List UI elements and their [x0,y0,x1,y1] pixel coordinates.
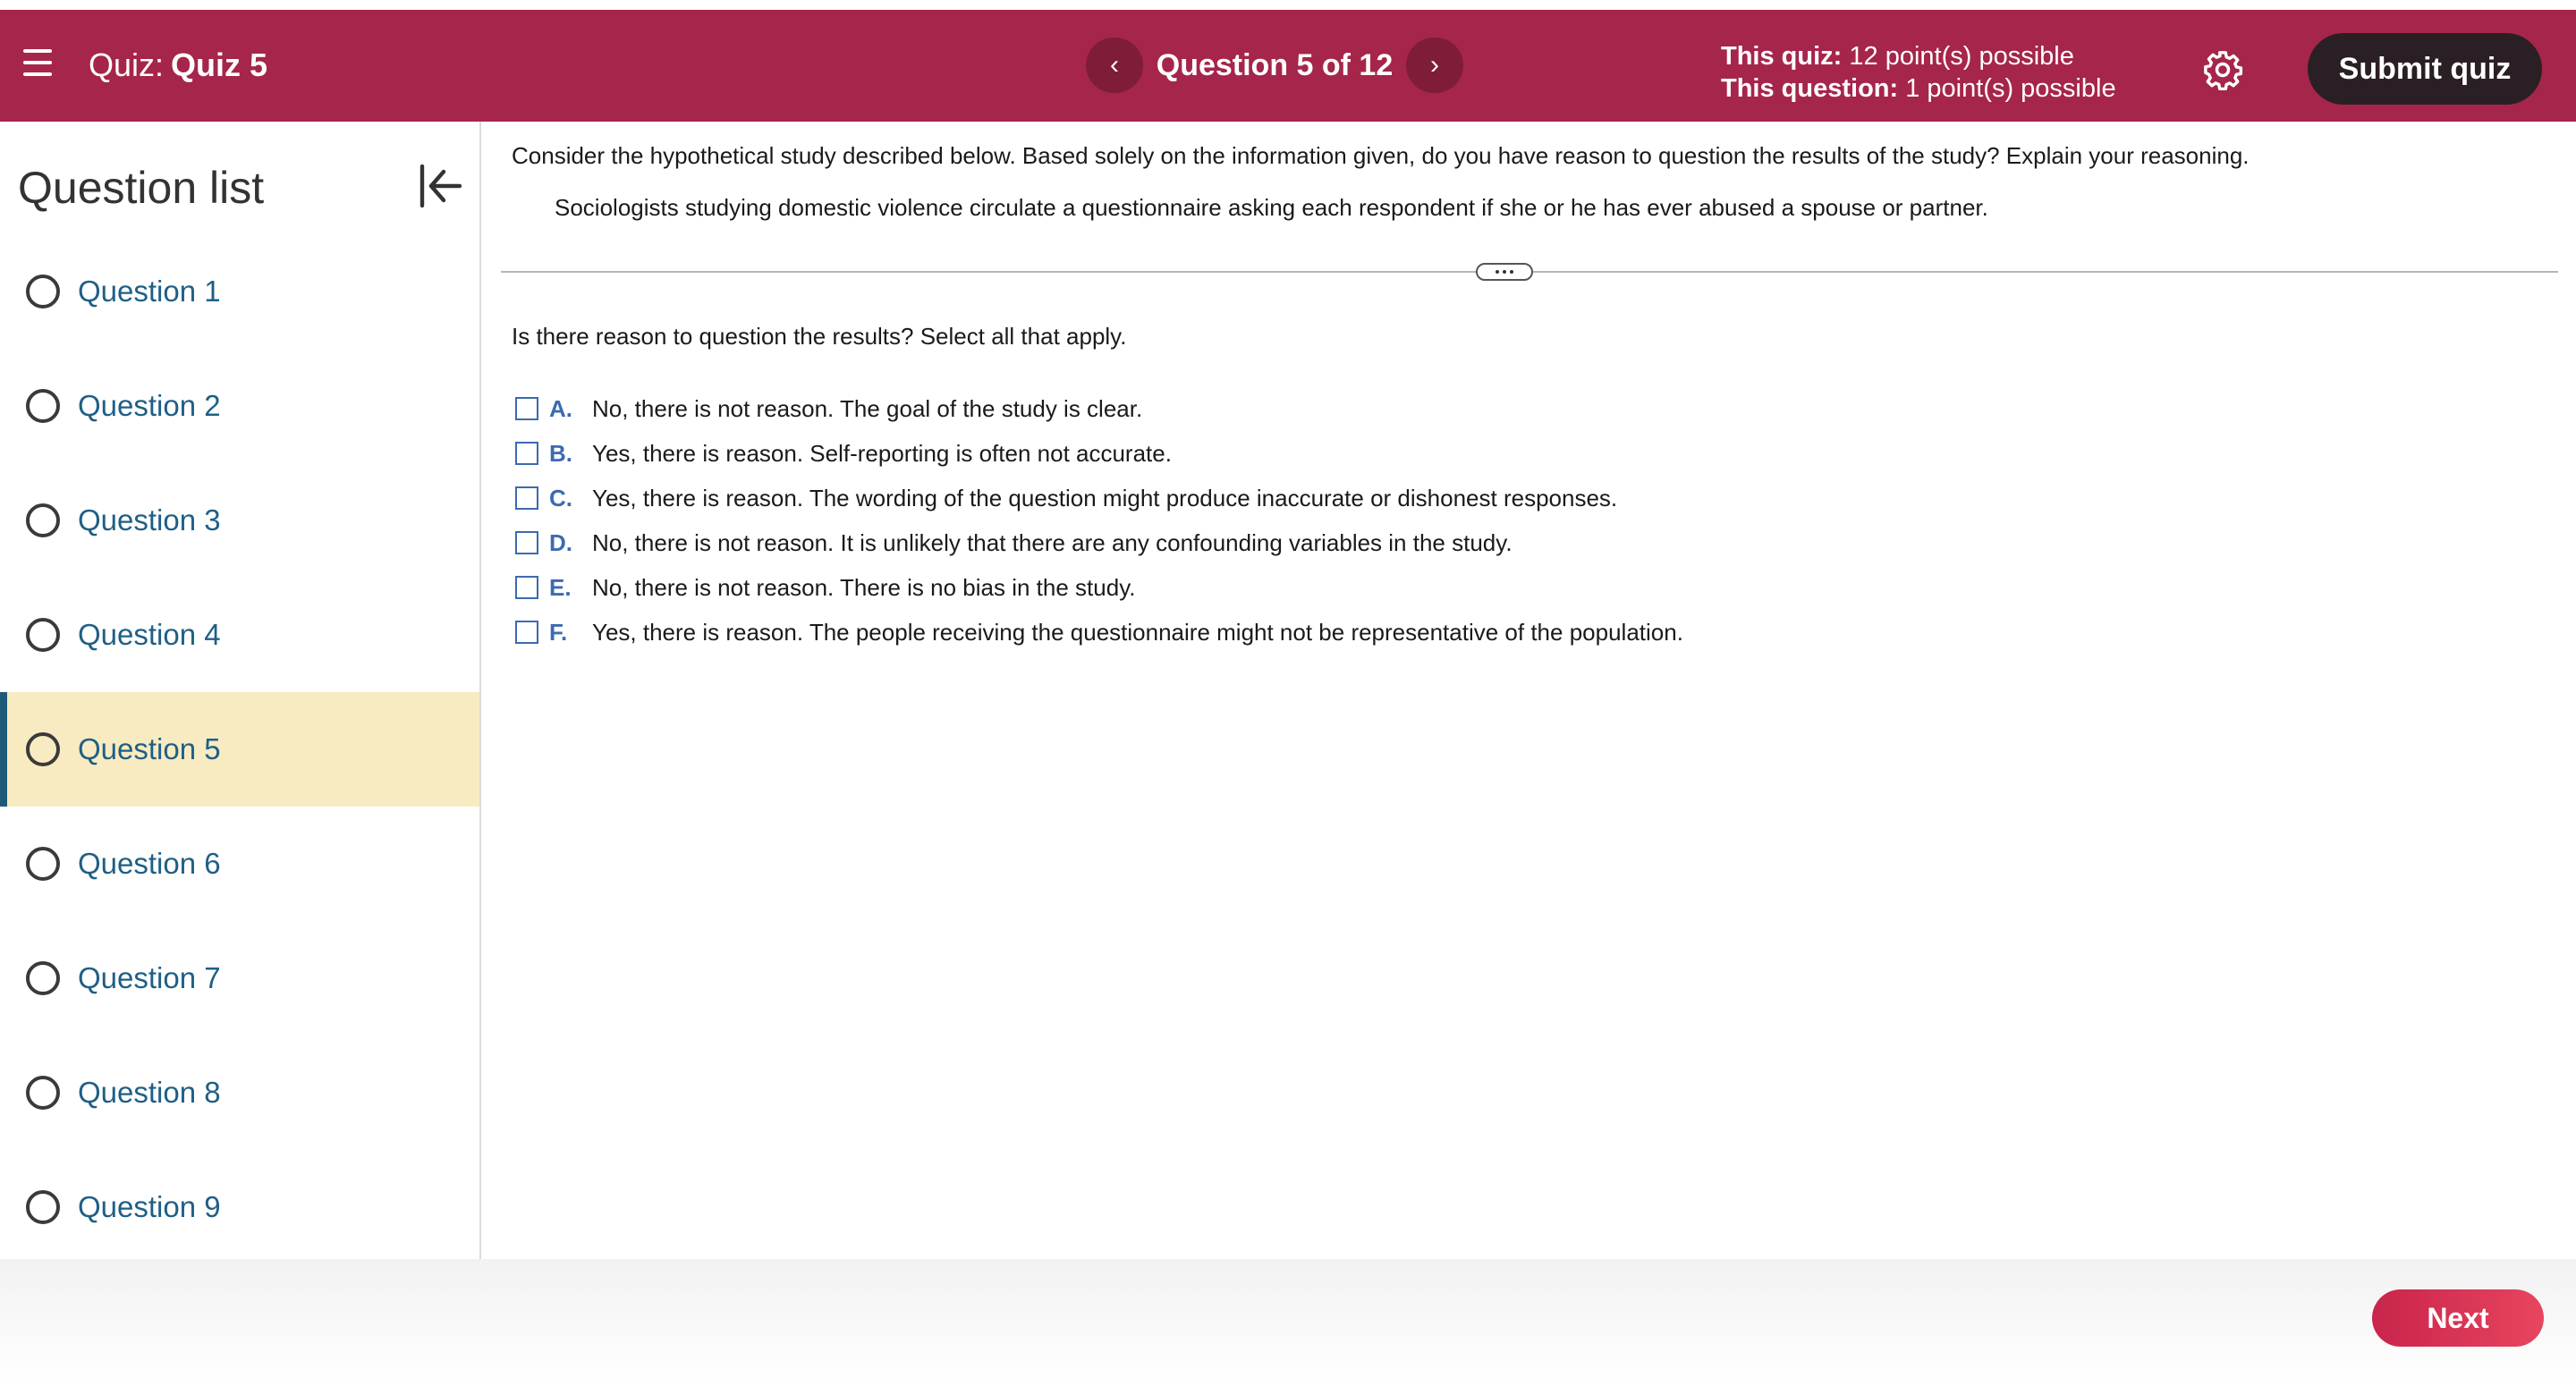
question-list-label: Question 3 [78,503,221,537]
option-letter: E. [549,573,572,601]
question-list-sidebar [0,122,481,1259]
question-counter: Question 5 of 12 [1156,48,1394,82]
next-question-button[interactable] [1406,38,1463,93]
next-button[interactable]: Next [2372,1289,2544,1347]
answer-option-e[interactable] [515,565,1683,610]
question-list-label: Question 1 [78,275,221,308]
option-text: No, there is not reason. It is unlikely that there are any confounding variables in the study. [592,528,1513,556]
question-list-label: Question 5 [78,732,221,765]
option-letter: C. [549,484,572,511]
option-letter: D. [549,528,572,556]
checkbox[interactable] [515,486,538,510]
answer-options [515,386,1683,655]
unanswered-circle-icon [26,1076,60,1110]
question-list [0,234,479,1264]
option-text: No, there is not reason. The goal of the study is clear. [592,394,1143,422]
question-list-label: Question 7 [78,961,221,994]
points-info [1721,40,2116,105]
unanswered-circle-icon [26,275,60,308]
gear-icon[interactable] [2202,49,2243,90]
option-text: Yes, there is reason. The people receiving the questionnaire might not be representative of the population. [592,618,1683,646]
quiz-points [1721,40,2116,72]
checkbox[interactable] [515,531,538,554]
question-list-label: Question 8 [78,1076,221,1109]
quiz-name: Quiz 5 [171,46,268,83]
question-list-label: Question 4 [78,618,221,651]
question-list-item-6[interactable] [0,807,479,921]
option-letter: B. [549,439,572,467]
question-points [1721,72,2116,105]
option-text: Yes, there is reason. Self-reporting is often not accurate. [592,439,1172,467]
quiz-title-prefix: Quiz: [89,46,165,83]
question-list-item-3[interactable] [0,463,479,578]
answer-instruction: Is there reason to question the results? Select all that apply. [512,323,1127,350]
answer-option-d[interactable] [515,520,1683,565]
checkbox[interactable] [515,621,538,644]
option-text: Yes, there is reason. The wording of the question might produce inaccurate or dishonest responses. [592,484,1618,511]
question-list-item-8[interactable] [0,1035,479,1150]
unanswered-circle-icon [26,732,60,766]
chevron-right-icon: › [1430,50,1439,80]
question-prompt: Consider the hypothetical study described below. Based solely on the information given, do you have reason to question the results of the study? Explain your reasoning. [512,142,2250,169]
footer-bar [0,1259,2576,1386]
menu-icon[interactable] [23,49,52,76]
question-list-item-9[interactable] [0,1150,479,1264]
question-list-label: Question 6 [78,847,221,880]
question-list-item-4[interactable] [0,578,479,692]
question-list-label: Question 9 [78,1190,221,1223]
question-list-item-5[interactable] [0,692,479,807]
previous-question-button[interactable] [1086,38,1143,93]
question-list-item-7[interactable] [0,921,479,1035]
collapse-sidebar-icon[interactable] [417,161,463,211]
unanswered-circle-icon [26,1190,60,1224]
unanswered-circle-icon [26,618,60,652]
question-list-item-2[interactable] [0,349,479,463]
unanswered-circle-icon [26,389,60,423]
checkbox[interactable] [515,442,538,465]
checkbox[interactable] [515,576,538,599]
question-list-title: Question list [18,163,265,213]
unanswered-circle-icon [26,503,60,537]
question-content [483,122,2576,1259]
answer-option-b[interactable] [515,431,1683,476]
study-scenario: Sociologists studying domestic violence circulate a questionnaire asking each respondent if she or he has ever abused a spouse or partner. [555,194,1988,221]
question-points-label: This question: [1721,74,1899,103]
answer-option-f[interactable] [515,610,1683,655]
chevron-left-icon: ‹ [1110,50,1119,80]
more-options-icon[interactable] [1476,263,1533,281]
top-bar [0,10,2576,122]
question-points-value: 1 point(s) possible [1905,74,2116,103]
option-letter: A. [549,394,572,422]
answer-option-a[interactable] [515,386,1683,431]
submit-quiz-button[interactable]: Submit quiz [2308,33,2542,105]
question-list-label: Question 2 [78,389,221,422]
option-letter: F. [549,618,568,646]
quiz-title [89,44,267,87]
option-text: No, there is not reason. There is no bias in the study. [592,573,1136,601]
quiz-points-value: 12 point(s) possible [1849,42,2074,71]
quiz-points-label: This quiz: [1721,42,1843,71]
unanswered-circle-icon [26,961,60,995]
question-list-item-1[interactable] [0,234,479,349]
unanswered-circle-icon [26,847,60,881]
checkbox[interactable] [515,397,538,420]
answer-option-c[interactable] [515,476,1683,520]
